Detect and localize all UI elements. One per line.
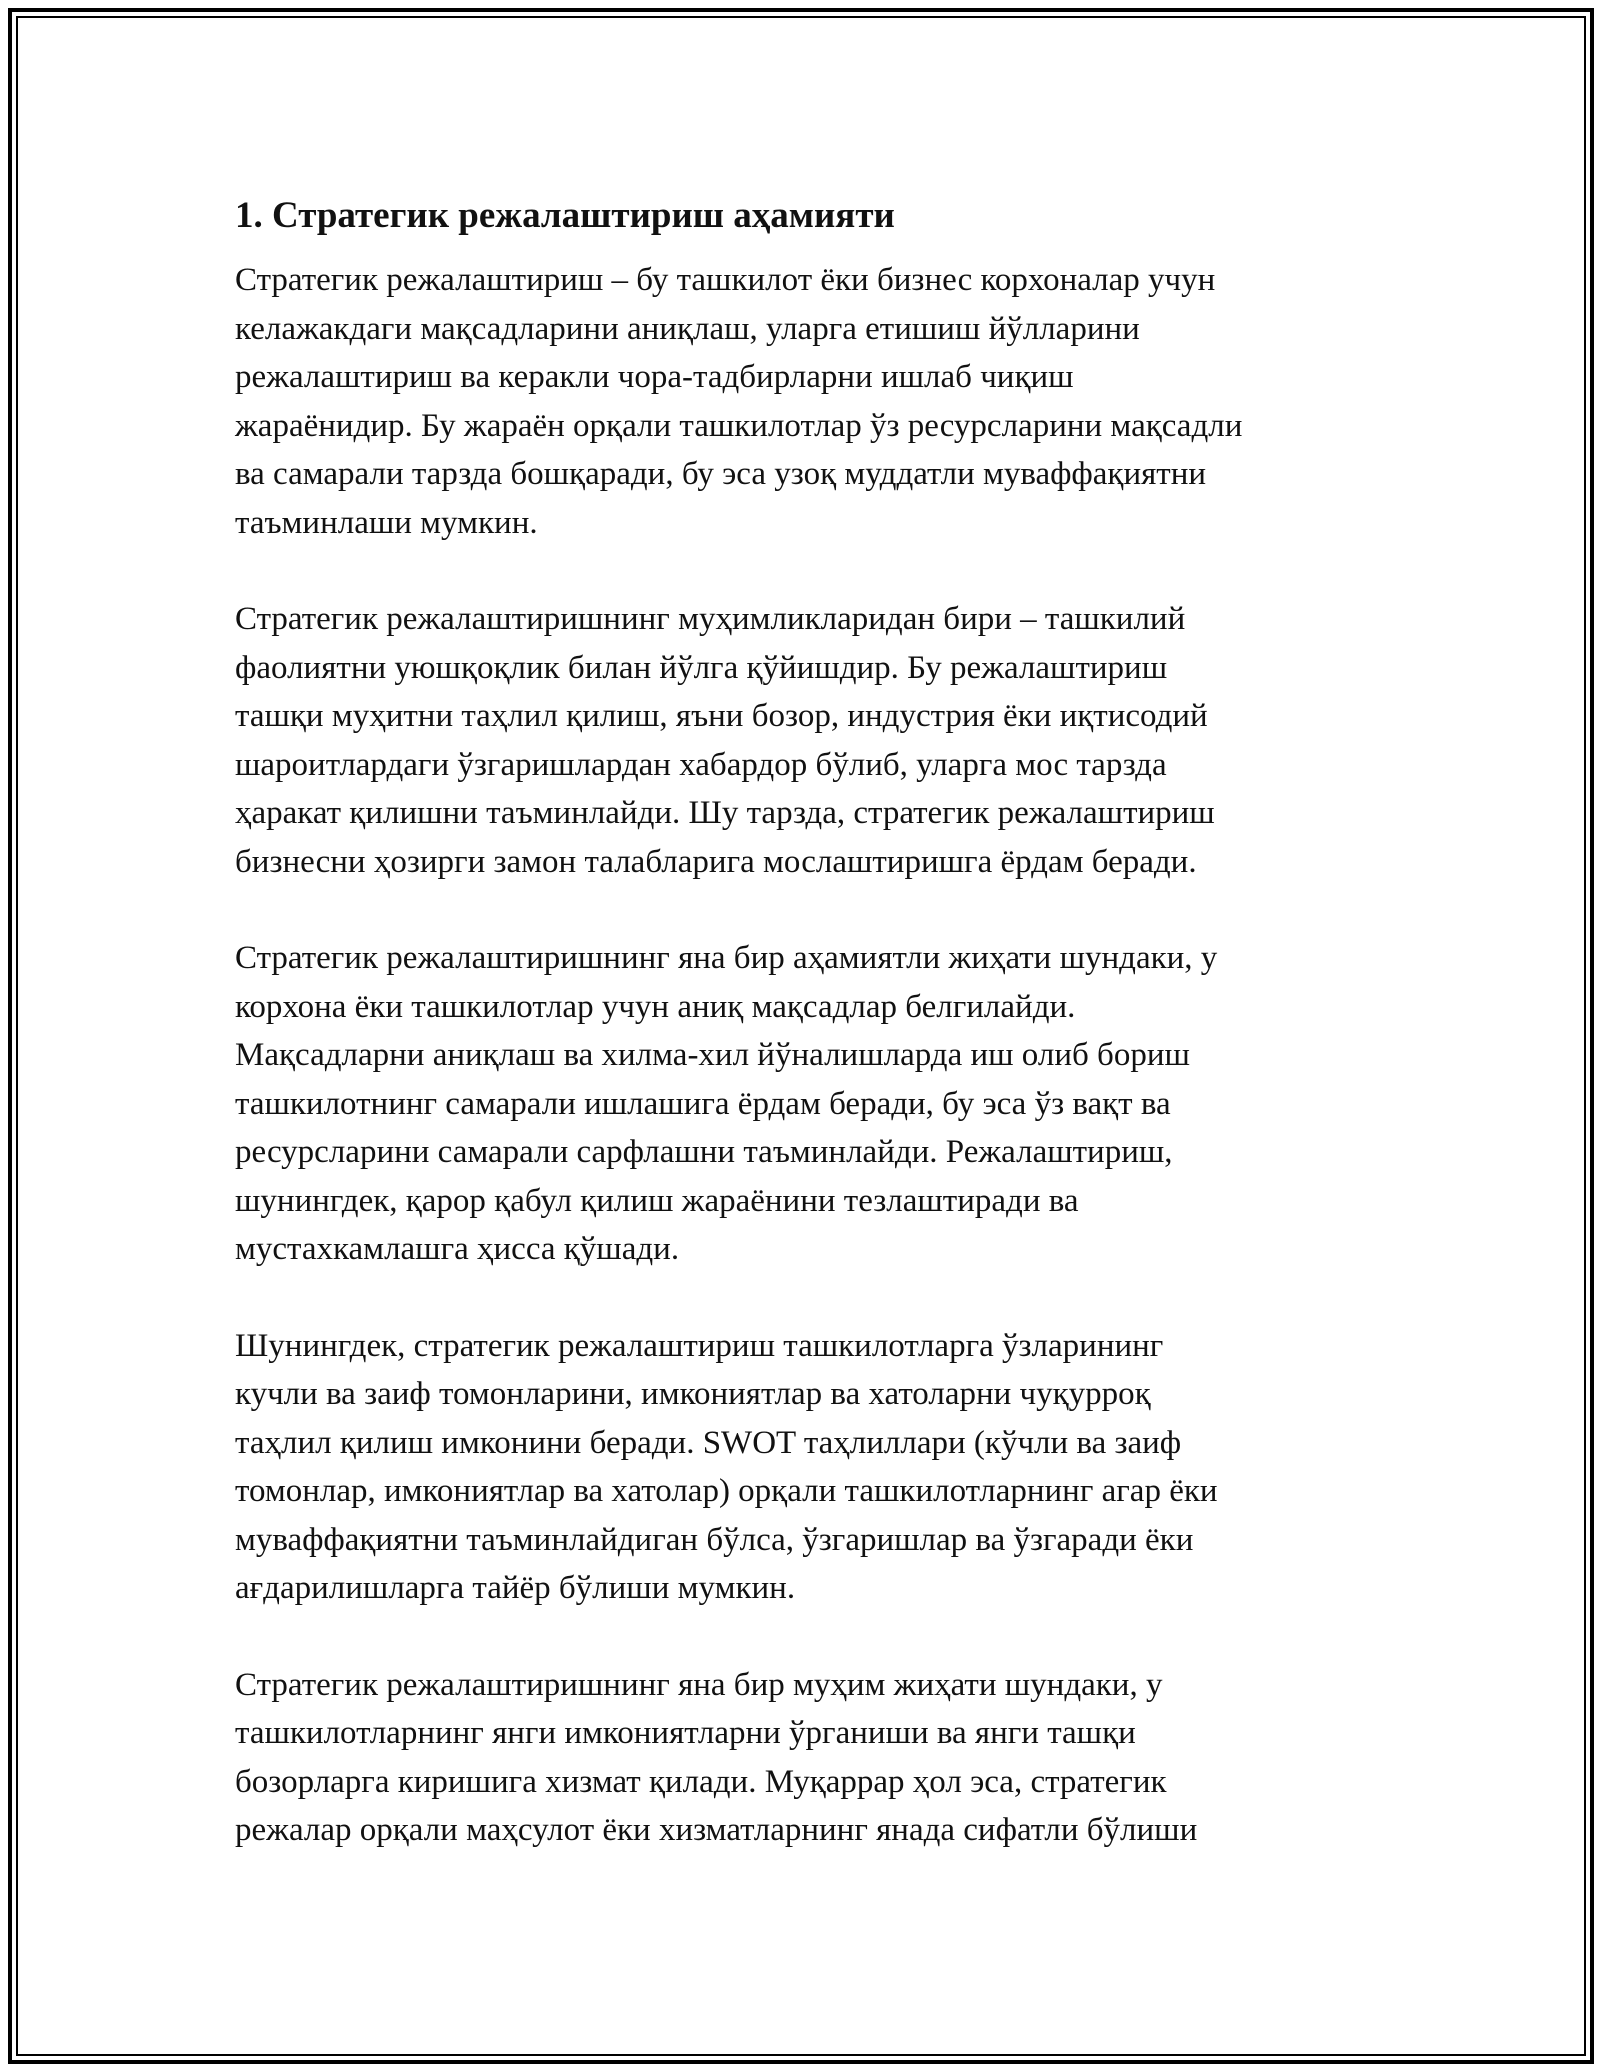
text-line: шароитлардаги ўзгаришлардан хабардор бўлиб, уларга мос тарзда (235, 746, 1167, 783)
text-line: жараёнидир. Бу жараён орқали ташкилотлар ўз ресурсларини мақсадли (235, 407, 1243, 444)
text-line: ва самарали тарзда бошқаради, бу эса узоқ муддатли муваффақиятни (235, 456, 1207, 492)
text-line: ағдарилишларга тайёр бўлиши мумкин. (235, 1570, 796, 1606)
text-line: ташкилотларнинг янги имкониятларни ўрганиши ва янги ташқи (235, 1715, 1136, 1751)
text-line: ташқи муҳитни таҳлил қилиш, яъни бозор, индустрия ёки иқтисодий (235, 698, 1208, 734)
text-line: муваффақиятни таъминлайдиган бўлса, ўзгаришлар ва ўзгаради ёки (235, 1521, 1194, 1558)
paragraph-2 (235, 595, 1375, 886)
text-line: фаолиятни уюшқоқлик билан йўлга қўйишдир. Бу режалаштириш (235, 649, 1168, 686)
paragraph-1 (235, 256, 1375, 547)
section-heading: 1. Стратегик режалаштириш аҳамияти (235, 195, 895, 236)
text-line: Стратегик режалаштиришнинг яна бир аҳамиятли жиҳати шундаки, у (235, 940, 1218, 976)
text-line: Стратегик режалаштиришнинг яна бир муҳим жиҳати шундаки, у (235, 1666, 1163, 1703)
text-line: ташкилотнинг самарали ишлашига ёрдам беради, бу эса ўз вақт ва (235, 1085, 1171, 1122)
text-line: таъминлаши мумкин. (235, 504, 538, 541)
text-line: Стратегик режалаштиришнинг муҳимликларидан бири – ташкилий (235, 601, 1186, 637)
text-line: кучли ва заиф томонларини, имкониятлар ва хатоларни чуқурроқ (235, 1376, 1151, 1412)
paragraph-4 (235, 1322, 1375, 1613)
text-line: режалаштириш ва керакли чора-тадбирларни ишлаб чиқиш (235, 359, 1074, 395)
paragraph-3 (235, 934, 1375, 1274)
text-line: бозорларга киришига хизмат қилади. Муқаррар ҳол эса, стратегик (235, 1763, 1167, 1800)
text-line: шунингдек, қарор қабул қилиш жараёнини тезлаштиради ва (235, 1182, 1079, 1219)
text-line: мустахкамлашга ҳисса қўшади. (235, 1231, 680, 1267)
text-line: режалар орқали маҳсулот ёки хизматларнинг янада сифатли бўлиши (235, 1812, 1198, 1848)
text-line: келажакдаги мақсадларини аниқлаш, уларга етишиш йўлларини (235, 310, 1140, 347)
text-line: ҳаракат қилишни таъминлайди. Шу тарзда, стратегик режалаштириш (235, 795, 1215, 831)
document-body (235, 190, 1375, 1903)
text-line: Стратегик режалаштириш – бу ташкилот ёки бизнес корхоналар учун (235, 262, 1216, 298)
text-line: корхона ёки ташкилотлар учун аниқ мақсадлар белгилайди. (235, 988, 1076, 1025)
text-line: томонлар, имкониятлар ва хатолар) орқали ташкилотларнинг агар ёки (235, 1473, 1218, 1509)
text-line: ресурсларини самарали сарфлашни таъминлайди. Режалаштириш, (235, 1134, 1173, 1170)
text-line: Мақсадларни аниқлаш ва хилма-хил йўналишларда иш олиб бориш (235, 1037, 1190, 1073)
text-line: бизнесни ҳозирги замон талабларига мослаштиришга ёрдам беради. (235, 843, 1197, 880)
paragraph-5 (235, 1661, 1375, 1855)
text-line: Шунингдек, стратегик режалаштириш ташкилотларга ўзларининг (235, 1327, 1164, 1364)
text-line: таҳлил қилиш имконини беради. SWOT таҳлиллари (кўчли ва заиф (235, 1424, 1182, 1461)
